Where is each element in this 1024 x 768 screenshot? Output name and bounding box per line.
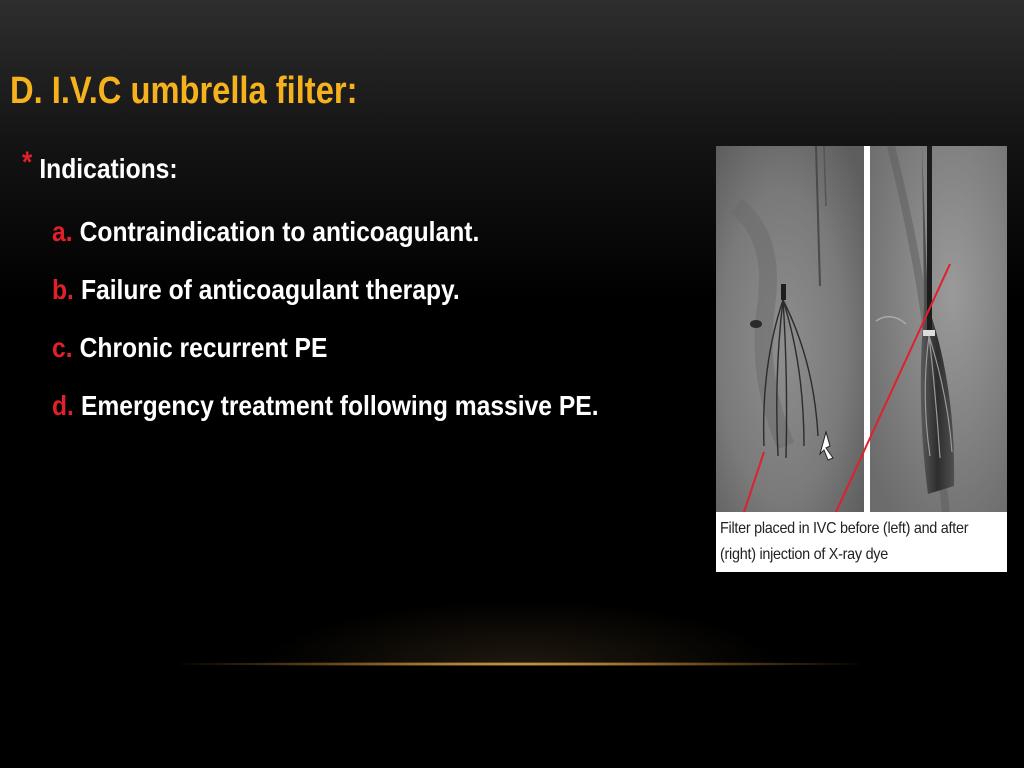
indications-heading [22,146,178,184]
ivc-filter-xray-figure [716,146,1007,572]
indications-label: Indications: [39,153,178,184]
list-item-letter: a. [52,216,73,247]
list-item-letter: c. [52,332,73,363]
figure-caption-line: (right) injection of X-ray dye [720,546,888,563]
list-item-text: Chronic recurrent PE [79,332,328,363]
list-item-letter: b. [52,274,74,305]
decorative-glow [260,600,780,666]
list-item [52,390,599,422]
xray-left-panel [716,146,864,512]
figure-caption [716,512,1007,572]
list-item [52,332,327,364]
figure-caption-line: Filter placed in IVC before (left) and after [720,520,969,537]
list-item-text: Emergency treatment following massive PE. [80,390,599,421]
list-item-text: Failure of anticoagulant therapy. [80,274,460,305]
asterisk-bullet-icon: * [22,146,33,179]
list-item-text: Contraindication to anticoagulant. [79,216,480,247]
list-item [52,274,460,306]
slide-title: D. I.V.C umbrella filter: [10,70,358,112]
decorative-gold-divider [180,662,860,666]
list-item [52,216,479,248]
xray-images [716,146,1007,512]
list-item-letter: d. [52,390,74,421]
